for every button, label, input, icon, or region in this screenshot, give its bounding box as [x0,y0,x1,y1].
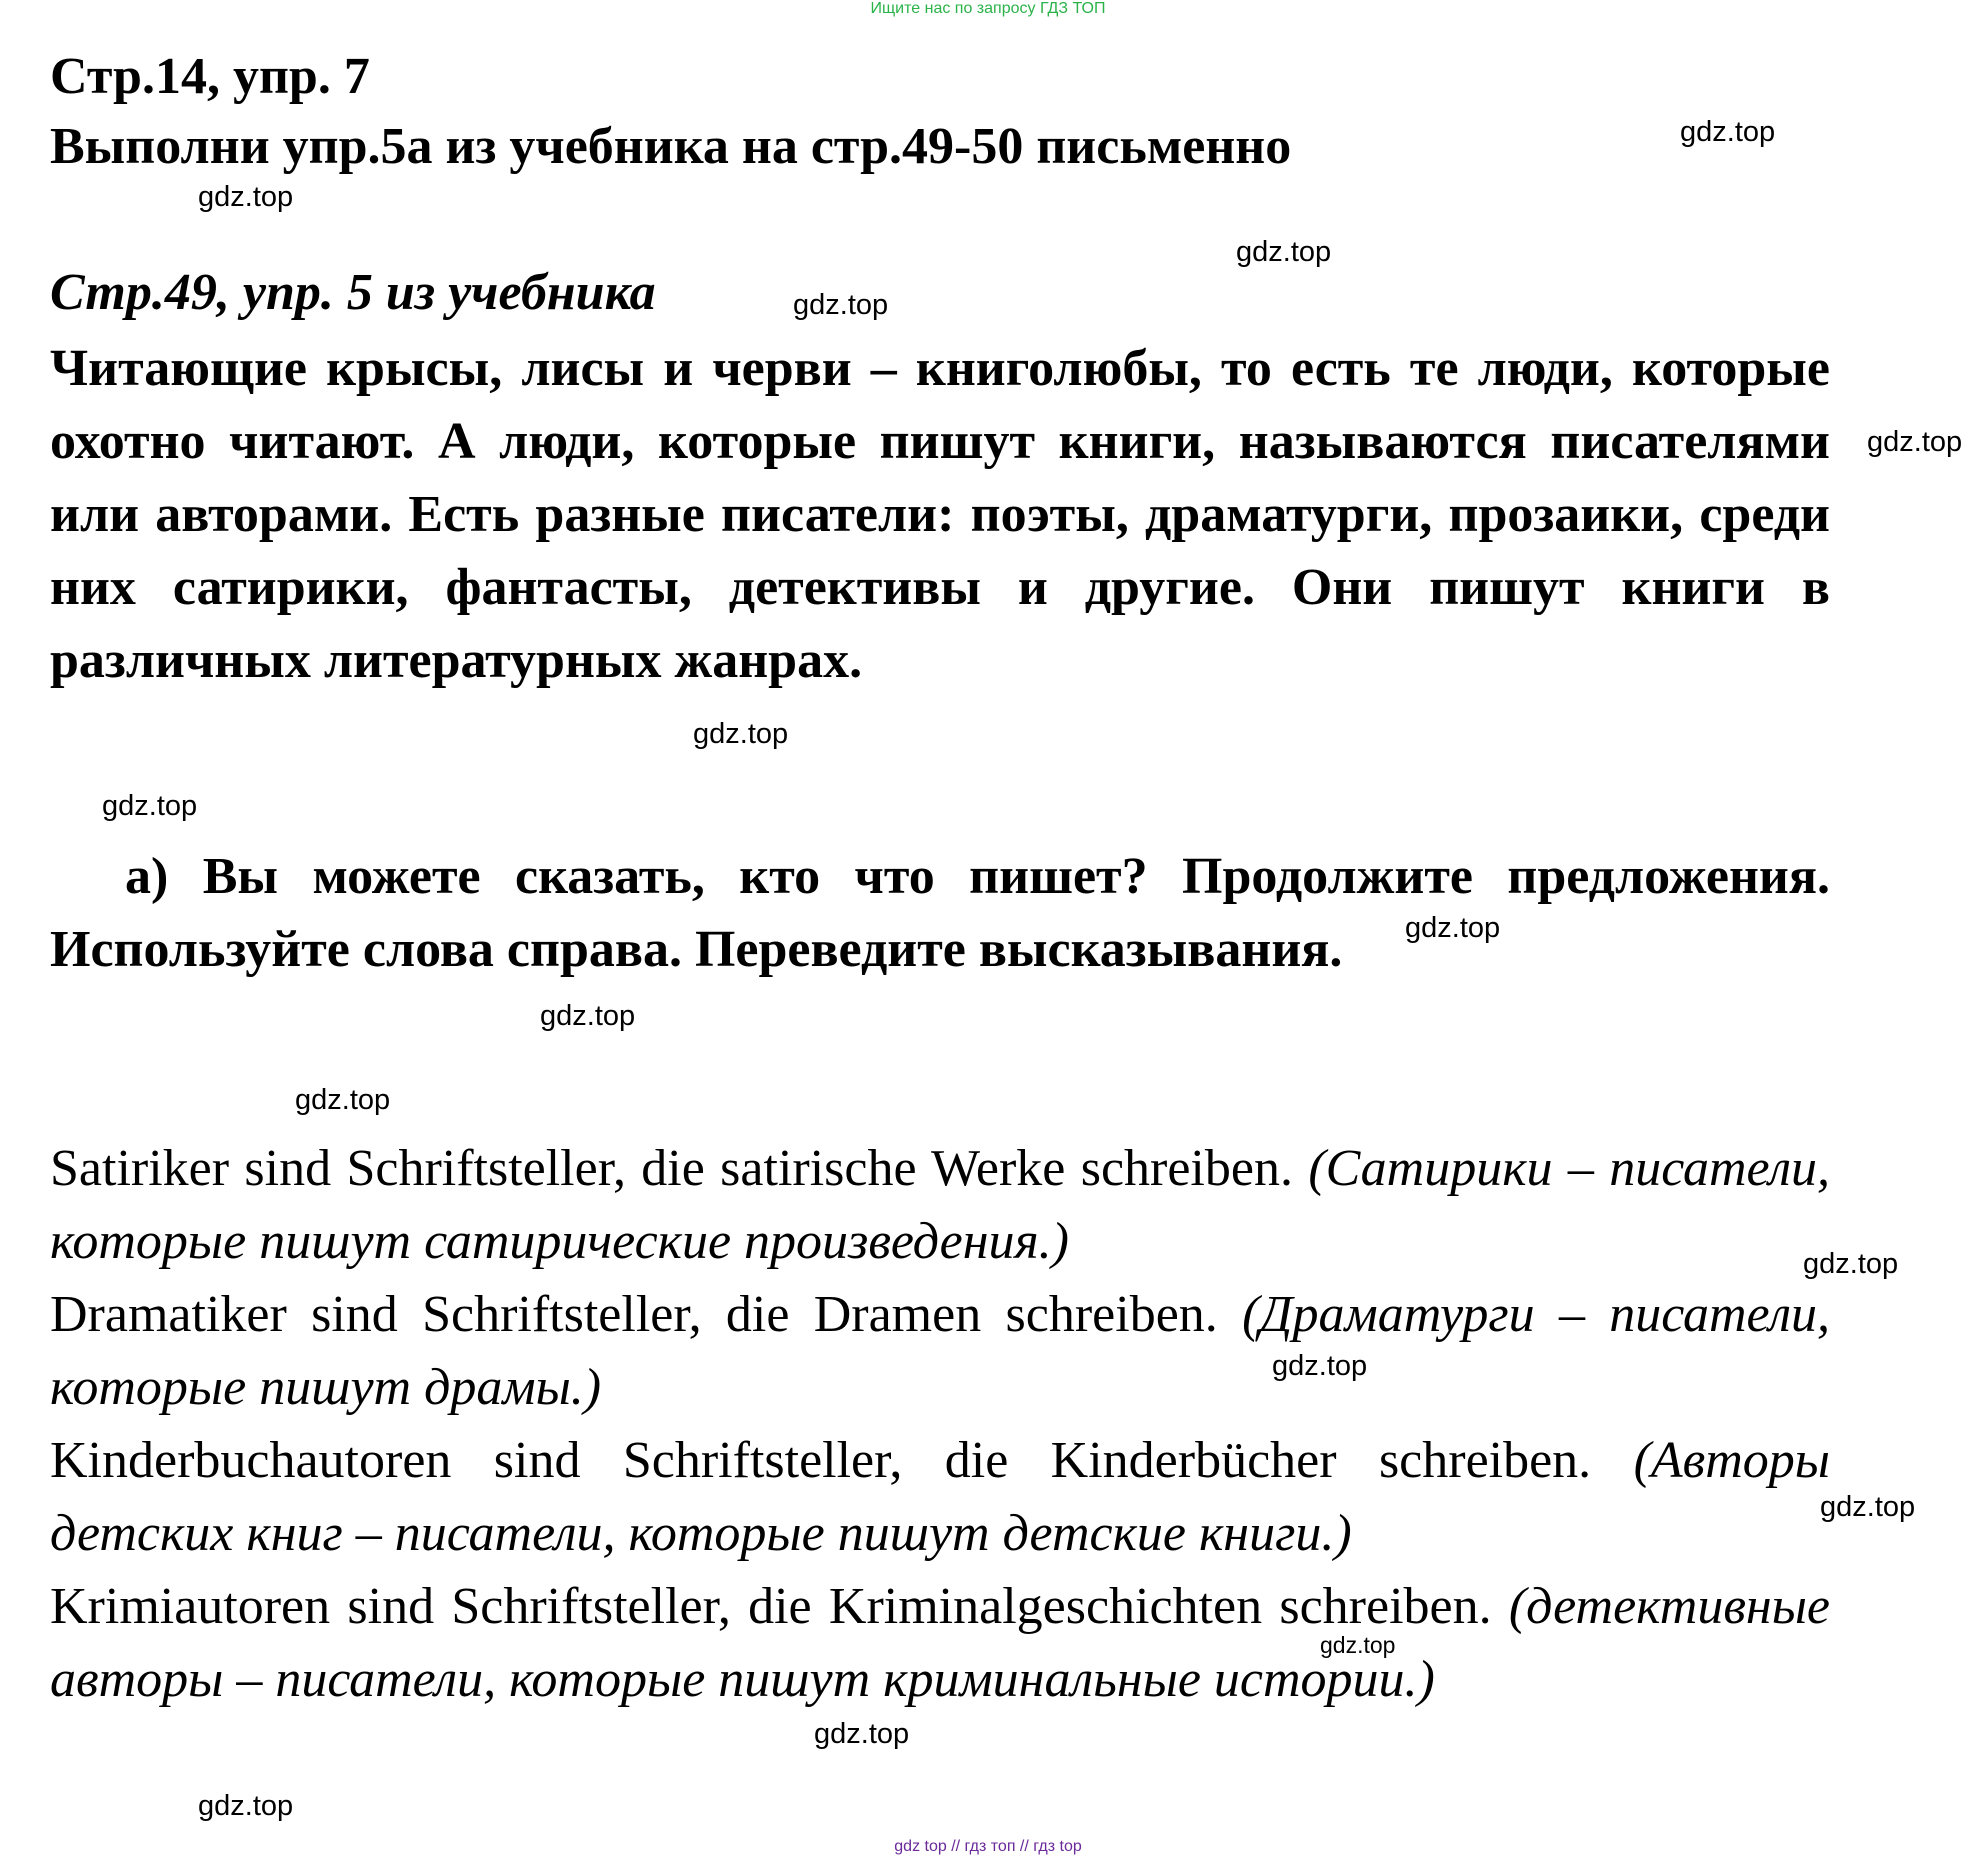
watermark: gdz.top [793,289,889,321]
bottom-footer: gdz top // гдз топ // гдз top [894,1838,1082,1855]
top-banner: Ищите нас по запросу ГДЗ ТОП [870,0,1106,17]
watermark: gdz.top [1236,236,1332,268]
answer-translation: (детективные авторы – писатели, которые пишут криминальные истории.) [50,1578,1830,1708]
watermark: gdz.top [295,1084,391,1116]
answer-4 [50,1570,1830,1716]
answer-translation: (Сатирики – писатели, которые пишут сатирические произведения.) [50,1140,1830,1270]
watermark: gdz.top [693,718,789,750]
answer-1 [50,1132,1830,1278]
task-a-paragraph: а) Вы можете сказать, кто что пишет? Продолжите предложения. Используйте слова справа. Переведите высказывания. [50,848,1830,978]
textbook-heading: Стр.49, упр. 5 из учебника [50,264,656,321]
watermark: gdz.top [1867,426,1963,458]
page-heading: Стр.14, упр. 7 [50,48,370,105]
answer-translation: (Драматурги – писатели, которые пишут драмы.) [50,1286,1831,1416]
answer-3 [50,1424,1830,1570]
watermark: gdz.top [198,181,294,213]
watermark: gdz.top [102,790,198,822]
answer-2 [50,1278,1830,1424]
answer-translation: (Авторы детских книг – писатели, которые пишут детские книги.) [50,1432,1830,1562]
watermark: gdz.top [1320,1632,1396,1658]
watermark: gdz.top [1405,912,1501,944]
watermark: gdz.top [540,1000,636,1032]
intro-paragraph: Читающие крысы, лисы и черви – книголюбы, то есть те люди, которые охотно читают. А люди, которые пишут книги, называются писателями или авторами. Есть разные писатели: поэты, драматурги, прозаики, среди них сатирики, фантасты, детективы и другие. Они пишут книги в различных литературных жанрах. [50,340,1830,689]
answer-german: Krimiautoren sind Schriftsteller, die Kriminalgeschichten schreiben. [50,1578,1492,1635]
watermark: gdz.top [1680,116,1776,148]
watermark: gdz.top [1803,1248,1899,1280]
answer-german: Dramatiker sind Schriftsteller, die Dramen schreiben. [50,1286,1218,1343]
watermark: gdz.top [814,1718,910,1750]
task-heading: Выполни упр.5а из учебника на стр.49-50 письменно [50,118,1292,175]
watermark: gdz.top [198,1790,294,1822]
answer-german: Kinderbuchautoren sind Schriftsteller, die Kinderbücher schreiben. [50,1432,1592,1489]
watermark: gdz.top [1820,1491,1916,1523]
watermark: gdz.top [1272,1350,1368,1382]
answer-german: Satiriker sind Schriftsteller, die satirische Werke schreiben. [50,1140,1293,1197]
